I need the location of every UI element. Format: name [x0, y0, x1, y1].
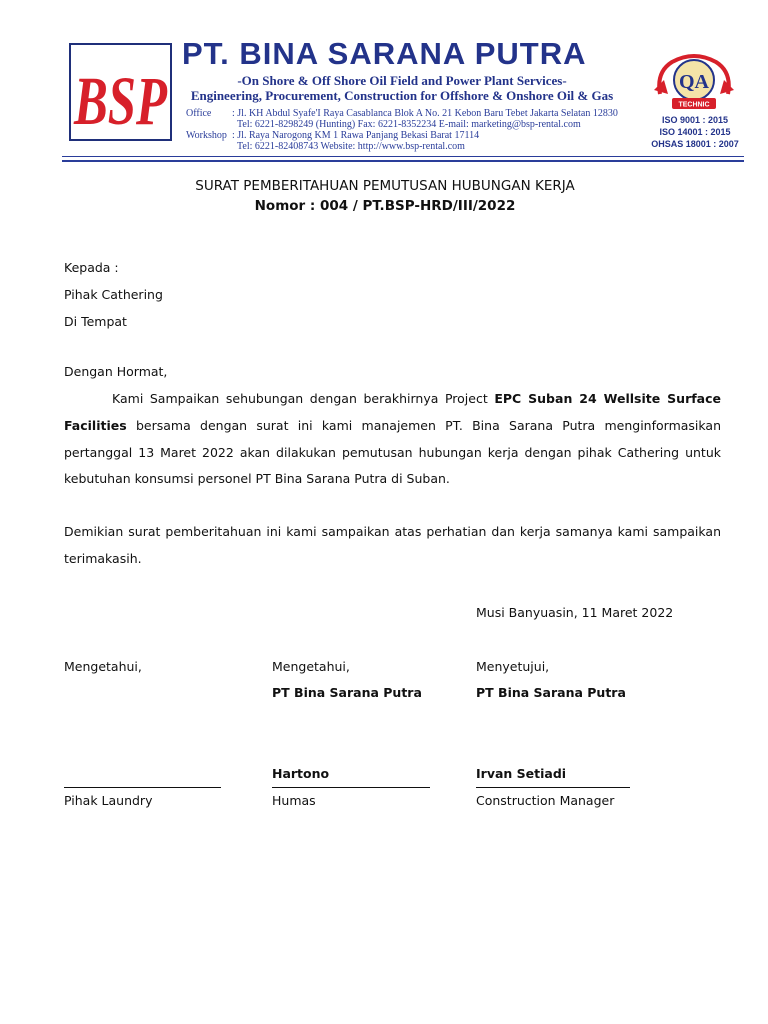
body-paragraph-2: Demikian surat pemberitahuan ini kami sampaikan atas perhatian dan kerja samanya kami sampaikan terimakasih. — [64, 524, 721, 566]
signature-name-3: Irvan Setiadi — [476, 766, 567, 781]
signature-role-3: Construction Manager — [476, 793, 615, 808]
recipient-name: Pihak Cathering — [64, 287, 163, 302]
workshop-address: : Jl. Raya Narogong KM 1 Rawa Panjang Bekasi Barat 17114 — [232, 130, 480, 141]
seal-sublettering: TECHNIC — [678, 101, 710, 109]
p1-intro: Kami Sampaikan sehubungan dengan berakhirnya Project — [112, 391, 495, 406]
workshop-label: Workshop — [186, 130, 227, 141]
place-date: Musi Banyuasin, 11 Maret 2022 — [476, 605, 674, 620]
iso-9001-badge: ISO 9001 : 2015 — [661, 115, 729, 125]
ohsas-badge: OHSAS 18001 : 2007 — [651, 139, 739, 149]
recipient-label: Kepada : — [64, 260, 119, 275]
signature-role-1: Pihak Laundry — [64, 793, 153, 808]
company-logo — [69, 43, 172, 141]
project-name: EPC Suban 24 Wellsite Surface Facilities — [64, 391, 721, 433]
signature-heading-2: Mengetahui, — [272, 659, 350, 674]
header-divider-thick — [62, 160, 744, 162]
signature-line-3 — [476, 787, 630, 788]
document-number: Nomor : 004 / PT.BSP-HRD/III/2022 — [254, 198, 516, 214]
company-services: Engineering, Procurement, Construction for Offshore & Onshore Oil & Gas — [190, 88, 614, 103]
seal-lettering: QA — [679, 71, 709, 93]
body-paragraph-1 — [64, 386, 721, 493]
signature-line-2 — [272, 787, 430, 788]
qa-technic-seal — [650, 50, 738, 114]
document-title: SURAT PEMBERITAHUAN PEMUTUSAN HUBUNGAN KERJA — [195, 178, 575, 194]
office-address: : Jl. KH Abdul Syafe'I Raya Casablanca Blok A No. 21 Kebon Baru Tebet Jakarta Selatan 12830 — [232, 108, 618, 119]
greeting: Dengan Hormat, — [64, 364, 168, 379]
signature-heading-3: Menyetujui, — [476, 659, 550, 674]
signature-org-3: PT Bina Sarana Putra — [476, 685, 626, 700]
signature-line-1 — [64, 787, 221, 788]
signature-name-2: Hartono — [272, 766, 330, 781]
header-divider-thin — [62, 156, 744, 157]
p1-rest: bersama dengan surat ini kami manajemen PT. Bina Sarana Putra menginformasikan pertanggal 13 Maret 2022 akan dilakukan pemutusan hubungan kerja dengan pihak Cathering untuk kebutuhan konsumsi personel PT Bina Sarana Putra di Suban. — [64, 417, 721, 487]
company-tagline: -On Shore & Off Shore Oil Field and Power Plant Services- — [237, 73, 567, 88]
iso-14001-badge: ISO 14001 : 2015 — [659, 127, 731, 137]
signature-org-2: PT Bina Sarana Putra — [272, 685, 422, 700]
company-address-block — [186, 108, 646, 156]
logo-lettering: BSP — [73, 62, 168, 139]
signature-role-2: Humas — [272, 793, 316, 808]
office-label: Office — [186, 108, 212, 119]
recipient-place: Di Tempat — [64, 314, 127, 329]
company-name: PT. BINA SARANA PUTRA — [182, 36, 587, 71]
office-contact: Tel: 6221-8298249 (Hunting) Fax: 6221-8352234 E-mail: marketing@bsp-rental.com — [237, 119, 581, 130]
workshop-contact: Tel: 6221-82408743 Website: http://www.bsp-rental.com — [237, 141, 465, 152]
signature-heading-1: Mengetahui, — [64, 659, 142, 674]
